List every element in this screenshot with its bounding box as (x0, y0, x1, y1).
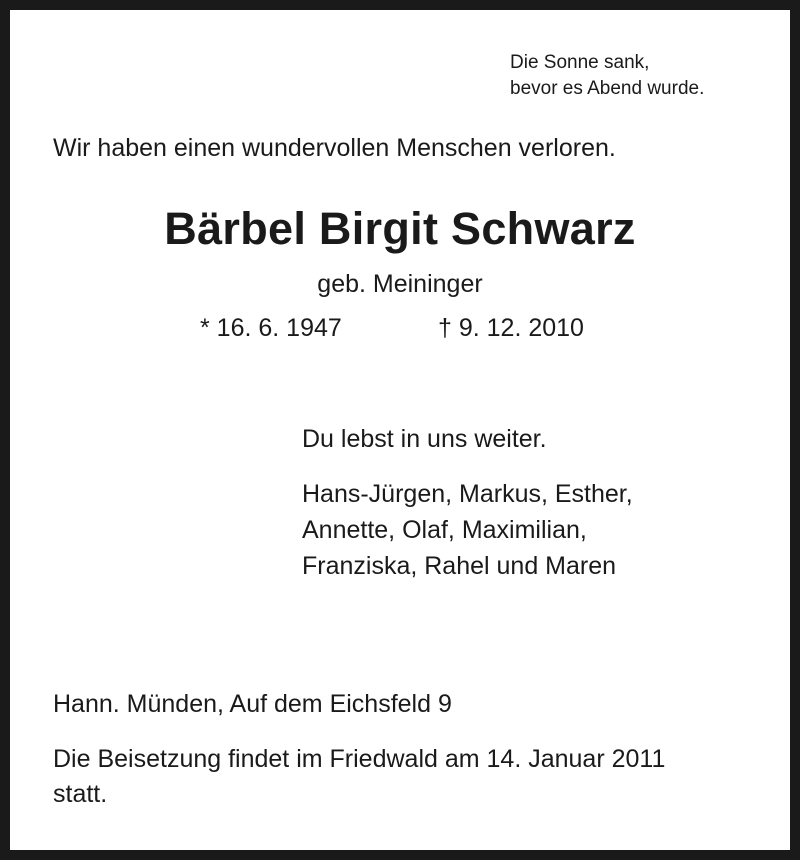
death-date: † 9. 12. 2010 (438, 314, 584, 342)
motto-line-2: bevor es Abend wurde. (510, 78, 705, 99)
mourners-list (302, 476, 633, 584)
mourners-line-1: Hans-Jürgen, Markus, Esther, (302, 480, 633, 508)
farewell-text: Du lebst in uns weiter. (302, 425, 547, 453)
motto-line-1: Die Sonne sank, (510, 52, 650, 73)
birth-name: geb. Meininger (317, 270, 483, 298)
mourners-line-3: Franziska, Rahel und Maren (302, 552, 617, 580)
intro-text: Wir haben einen wundervollen Menschen verloren. (53, 134, 616, 162)
address: Hann. Münden, Auf dem Eichsfeld 9 (53, 690, 452, 718)
birth-date: * 16. 6. 1947 (200, 314, 342, 342)
burial-line-2: statt. (53, 780, 108, 808)
deceased-name: Bärbel Birgit Schwarz (164, 203, 636, 254)
burial-notice (53, 742, 665, 812)
burial-line-1: Die Beisetzung findet im Friedwald am 14. Januar 2011 (53, 745, 666, 773)
motto (510, 50, 704, 102)
mourners-line-2: Annette, Olaf, Maximilian, (302, 516, 587, 544)
